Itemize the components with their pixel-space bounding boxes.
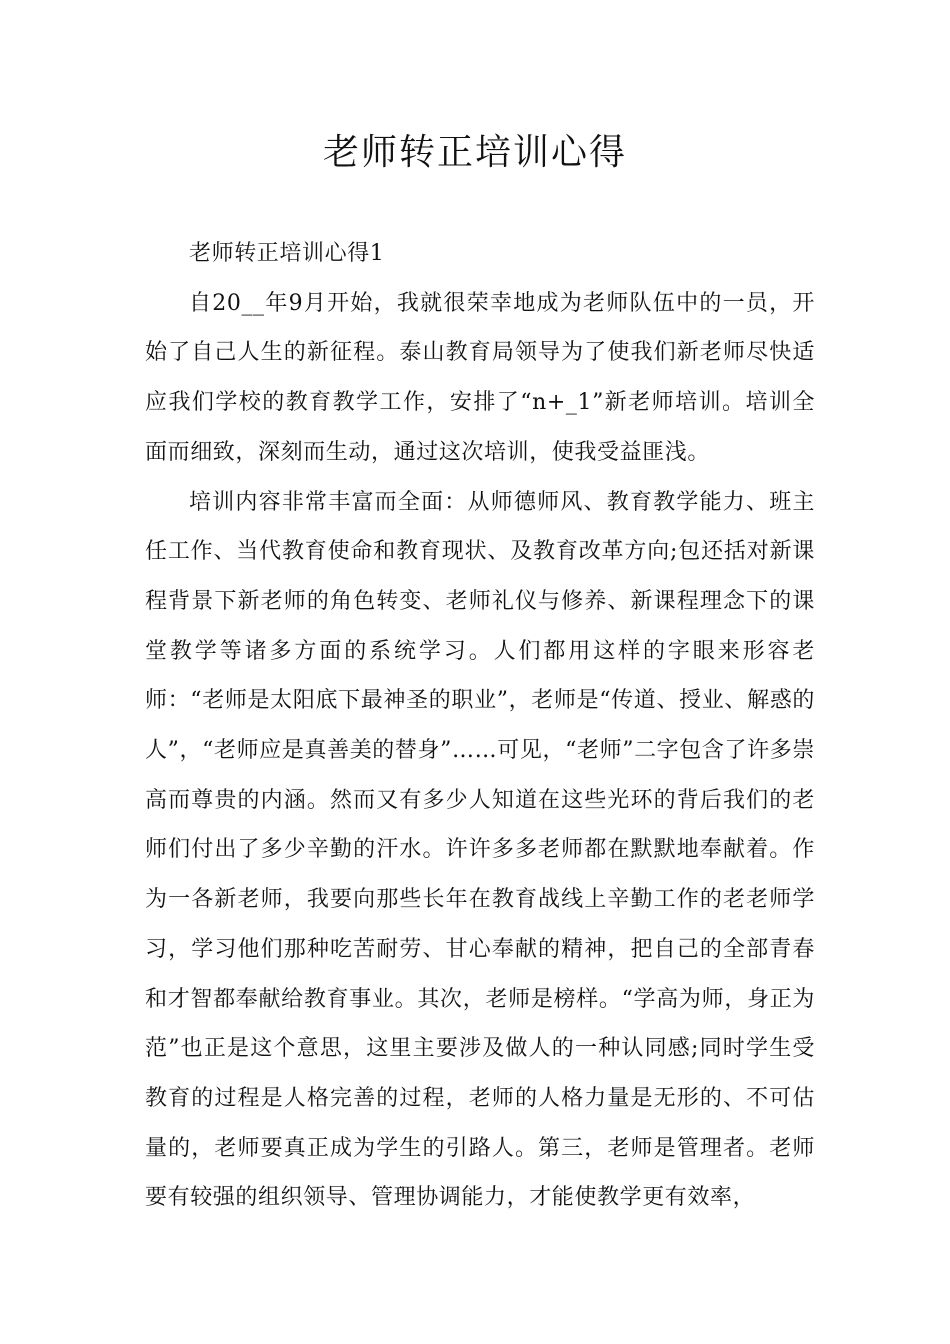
document-title: 老师转正培训心得: [322, 132, 627, 173]
paragraph-intro: 自20__年9月开始，我就很荣幸地成为老师队伍中的一员，开始了自己人生的新征程。泰山教育局领导为了使我们新老师尽快适应我们学校的教育教学工作，安排了“n+_1”新老师培训。培训全面而细致，深刻而生动，通过这次培训，使我受益匪浅。: [145, 290, 815, 465]
document-body: [145, 229, 815, 1223]
paragraph-content: 培训内容非常丰富而全面：从师德师风、教育教学能力、班主任工作、当代教育使命和教育现状、及教育改革方向;包还括对新课程背景下新老师的角色转变、老师礼仪与修养、新课程理念下的课堂教学等诸多方面的系统学习。人们都用这样的字眼来形容老师：“老师是太阳底下最神圣的职业”，老师是“传道、授业、解惑的人”，“老师应是真善美的替身”……可见，“老师”二字包含了许多崇高而尊贵的内涵。然而又有多少人知道在这些光环的背后我们的老师们付出了多少辛勤的汗水。许许多多老师都在默默地奉献着。作为一各新老师，我要向那些长年在教育战线上辛勤工作的老老师学习，学习他们那种吃苦耐劳、甘心奉献的精神，把自己的全部青春和才智都奉献给教育事业。其次，老师是榜样。“学高为师，身正为范”也正是这个意思，这里主要涉及做人的一种认同感;同时学生受教育的过程是人格完善的过程，老师的人格力量是无形的、不可估量的，老师要真正成为学生的引路人。第三，老师是管理者。老师要有较强的组织领导、管理协调能力，才能使教学更有效率，: [145, 489, 815, 1211]
section-heading: 老师转正培训心得1: [189, 241, 385, 266]
